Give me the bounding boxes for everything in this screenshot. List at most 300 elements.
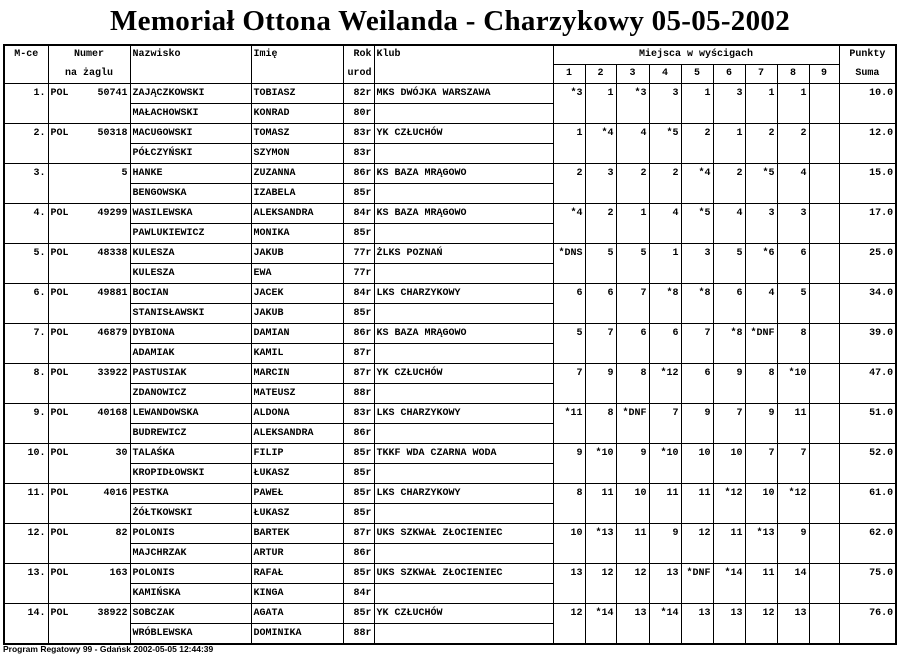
race-place-cell: *14 <box>713 564 745 584</box>
race-place-cell: 1 <box>649 244 681 264</box>
race-number: 8 <box>777 65 809 84</box>
club-cell: UKS SZKWAŁ ZŁOCIENIEC <box>374 524 553 544</box>
empty-cell <box>777 344 809 364</box>
crew-year-cell: 85r <box>343 464 374 484</box>
helm-name-cell: AGATA <box>251 604 343 624</box>
race-place-cell: 11 <box>681 484 713 504</box>
empty-cell <box>553 464 585 484</box>
empty-cell <box>4 384 48 404</box>
race-place-cell: 8 <box>585 404 616 424</box>
race-place-cell: *4 <box>553 204 585 224</box>
sail-number-cell: 40168 <box>82 404 130 424</box>
empty-cell <box>374 304 553 324</box>
points-cell: 15.0 <box>839 164 896 184</box>
table-row-crew <box>4 104 896 124</box>
race-place-cell: 7 <box>713 404 745 424</box>
sail-number-cell: 33922 <box>82 364 130 384</box>
empty-cell <box>649 504 681 524</box>
race-place-cell: *10 <box>585 444 616 464</box>
sail-number-cell: 82 <box>82 524 130 544</box>
race-place-cell: *14 <box>585 604 616 624</box>
empty-cell <box>681 104 713 124</box>
race-place-cell <box>809 404 839 424</box>
race-place-cell: 12 <box>553 604 585 624</box>
crew-year-cell: 86r <box>343 424 374 444</box>
race-place-cell: 1 <box>681 84 713 104</box>
empty-cell <box>777 184 809 204</box>
race-place-cell <box>809 124 839 144</box>
race-place-cell: 3 <box>585 164 616 184</box>
empty-cell <box>839 264 896 284</box>
club-cell: YK CZŁUCHÓW <box>374 604 553 624</box>
table-row-crew <box>4 464 896 484</box>
empty-cell <box>4 344 48 364</box>
empty-cell <box>681 424 713 444</box>
race-place-cell: 2 <box>777 124 809 144</box>
empty-cell <box>745 104 777 124</box>
race-place-cell: 13 <box>553 564 585 584</box>
points-cell: 62.0 <box>839 524 896 544</box>
helm-surname-cell: POLONIS <box>130 564 251 584</box>
race-place-cell: *4 <box>585 124 616 144</box>
empty-cell <box>585 264 616 284</box>
empty-cell <box>374 624 553 645</box>
race-place-cell: 7 <box>649 404 681 424</box>
crew-year-cell: 85r <box>343 224 374 244</box>
empty-cell <box>4 264 48 284</box>
helm-name-cell: MARCIN <box>251 364 343 384</box>
empty-cell <box>713 544 745 564</box>
race-place-cell: 4 <box>616 124 649 144</box>
table-row <box>4 84 896 104</box>
empty-cell <box>777 144 809 164</box>
empty-cell <box>649 304 681 324</box>
race-number: 2 <box>585 65 616 84</box>
race-place-cell: 8 <box>553 484 585 504</box>
sail-number-cell: 38922 <box>82 604 130 624</box>
empty-cell <box>809 624 839 645</box>
race-place-cell: 12 <box>745 604 777 624</box>
points-cell: 51.0 <box>839 404 896 424</box>
race-place-cell: 3 <box>649 84 681 104</box>
table-row <box>4 564 896 584</box>
table-row <box>4 404 896 424</box>
results-table <box>3 44 897 645</box>
empty-cell <box>553 424 585 444</box>
race-place-cell: 12 <box>585 564 616 584</box>
empty-cell <box>82 264 130 284</box>
empty-cell <box>745 184 777 204</box>
empty-cell <box>809 544 839 564</box>
empty-cell <box>82 424 130 444</box>
empty-cell <box>649 144 681 164</box>
crew-name-cell: JAKUB <box>251 304 343 324</box>
race-place-cell <box>809 484 839 504</box>
points-cell: 10.0 <box>839 84 896 104</box>
crew-name-cell: EWA <box>251 264 343 284</box>
helm-year-cell: 87r <box>343 524 374 544</box>
race-place-cell: 9 <box>745 404 777 424</box>
empty-cell <box>681 464 713 484</box>
race-place-cell: 11 <box>616 524 649 544</box>
empty-cell <box>713 184 745 204</box>
empty-cell <box>713 264 745 284</box>
sail-number-cell: 50741 <box>82 84 130 104</box>
empty-cell <box>777 264 809 284</box>
sail-number-cell: 49881 <box>82 284 130 304</box>
race-place-cell: 4 <box>745 284 777 304</box>
race-place-cell: 4 <box>777 164 809 184</box>
race-place-cell: 5 <box>713 244 745 264</box>
empty-cell <box>48 424 82 444</box>
empty-cell <box>553 104 585 124</box>
club-cell: TKKF WDA CZARNA WODA <box>374 444 553 464</box>
empty-cell <box>745 264 777 284</box>
empty-cell <box>82 624 130 645</box>
helm-year-cell: 87r <box>343 364 374 384</box>
empty-cell <box>649 544 681 564</box>
table-row-crew <box>4 264 896 284</box>
race-place-cell: 2 <box>681 124 713 144</box>
empty-cell <box>681 144 713 164</box>
crew-year-cell: 85r <box>343 504 374 524</box>
race-place-cell: 7 <box>777 444 809 464</box>
empty-cell <box>585 184 616 204</box>
race-place-cell: 1 <box>777 84 809 104</box>
race-place-cell <box>809 604 839 624</box>
empty-cell <box>713 464 745 484</box>
empty-cell <box>649 344 681 364</box>
helm-year-cell: 83r <box>343 124 374 144</box>
country-cell: POL <box>48 604 82 624</box>
race-place-cell: 7 <box>585 324 616 344</box>
empty-cell <box>585 344 616 364</box>
crew-year-cell: 84r <box>343 584 374 604</box>
country-cell: POL <box>48 284 82 304</box>
race-place-cell: *12 <box>713 484 745 504</box>
empty-cell <box>777 624 809 645</box>
empty-cell <box>553 144 585 164</box>
crew-name-cell: IZABELA <box>251 184 343 204</box>
empty-cell <box>745 224 777 244</box>
header-place: M-ce <box>14 49 39 61</box>
race-place-cell: 1 <box>585 84 616 104</box>
empty-cell <box>616 584 649 604</box>
points-cell: 39.0 <box>839 324 896 344</box>
empty-cell <box>553 184 585 204</box>
empty-cell <box>82 464 130 484</box>
place-cell: 6. <box>4 284 48 304</box>
crew-surname-cell: PÓŁCZYŃSKI <box>130 144 251 164</box>
crew-surname-cell: WRÓBLEWSKA <box>130 624 251 645</box>
empty-cell <box>82 224 130 244</box>
empty-cell <box>713 384 745 404</box>
header-year-2: urod <box>343 65 374 84</box>
race-place-cell: 9 <box>585 364 616 384</box>
helm-surname-cell: POLONIS <box>130 524 251 544</box>
race-place-cell: *DNF <box>745 324 777 344</box>
helm-year-cell: 82r <box>343 84 374 104</box>
table-row-crew <box>4 304 896 324</box>
race-place-cell: 8 <box>777 324 809 344</box>
empty-cell <box>681 304 713 324</box>
club-cell: YK CZŁUCHÓW <box>374 124 553 144</box>
table-row <box>4 164 896 184</box>
table-row <box>4 524 896 544</box>
race-place-cell <box>809 444 839 464</box>
race-place-cell: *10 <box>777 364 809 384</box>
race-place-cell: *8 <box>681 284 713 304</box>
empty-cell <box>713 144 745 164</box>
empty-cell <box>553 624 585 645</box>
club-cell: UKS SZKWAŁ ZŁOCIENIEC <box>374 564 553 584</box>
empty-cell <box>809 264 839 284</box>
empty-cell <box>585 144 616 164</box>
empty-cell <box>616 544 649 564</box>
empty-cell <box>616 424 649 444</box>
race-place-cell: 6 <box>777 244 809 264</box>
race-number: 5 <box>681 65 713 84</box>
country-cell: POL <box>48 404 82 424</box>
club-cell: LKS CHARZYKOWY <box>374 284 553 304</box>
empty-cell <box>745 504 777 524</box>
place-cell: 8. <box>4 364 48 384</box>
empty-cell <box>585 584 616 604</box>
race-place-cell: 4 <box>649 204 681 224</box>
empty-cell <box>713 504 745 524</box>
empty-cell <box>809 504 839 524</box>
empty-cell <box>809 344 839 364</box>
race-place-cell: 10 <box>616 484 649 504</box>
empty-cell <box>745 424 777 444</box>
helm-surname-cell: ZAJĄCZKOWSKI <box>130 84 251 104</box>
empty-cell <box>4 504 48 524</box>
empty-cell <box>48 344 82 364</box>
club-cell: YK CZŁUCHÓW <box>374 364 553 384</box>
race-place-cell: 1 <box>745 84 777 104</box>
page-title: Memoriał Ottona Weilanda - Charzykowy 05-05-2002 <box>109 5 790 37</box>
sail-number-cell: 49299 <box>82 204 130 224</box>
club-cell: KS BAZA MRĄGOWO <box>374 164 553 184</box>
place-cell: 5. <box>4 244 48 264</box>
header-name: Imię <box>251 45 343 65</box>
empty-cell <box>4 144 48 164</box>
empty-cell <box>4 224 48 244</box>
place-cell: 9. <box>4 404 48 424</box>
race-place-cell: 10 <box>745 484 777 504</box>
table-row-crew <box>4 384 896 404</box>
crew-year-cell: 85r <box>343 184 374 204</box>
empty-cell <box>374 584 553 604</box>
empty-cell <box>585 504 616 524</box>
race-place-cell <box>809 284 839 304</box>
club-cell: KS BAZA MRĄGOWO <box>374 324 553 344</box>
empty-cell <box>809 144 839 164</box>
empty-cell <box>48 184 82 204</box>
race-place-cell: *14 <box>649 604 681 624</box>
table-row-crew <box>4 184 896 204</box>
empty-cell <box>713 344 745 364</box>
empty-cell <box>713 624 745 645</box>
crew-surname-cell: ADAMIAK <box>130 344 251 364</box>
header-year: Rok <box>343 45 374 65</box>
sail-number-cell: 4016 <box>82 484 130 504</box>
empty-cell <box>48 624 82 645</box>
empty-cell <box>585 624 616 645</box>
race-place-cell: *DNF <box>616 404 649 424</box>
empty-cell <box>374 424 553 444</box>
helm-surname-cell: SOBCZAK <box>130 604 251 624</box>
race-place-cell <box>809 204 839 224</box>
race-place-cell: 13 <box>777 604 809 624</box>
race-place-cell: 11 <box>745 564 777 584</box>
table-row <box>4 324 896 344</box>
empty-cell <box>374 184 553 204</box>
empty-cell <box>585 424 616 444</box>
race-place-cell: *5 <box>681 204 713 224</box>
empty-cell <box>553 264 585 284</box>
empty-cell <box>48 384 82 404</box>
table-row-crew <box>4 224 896 244</box>
helm-surname-cell: HANKE <box>130 164 251 184</box>
race-place-cell: *3 <box>616 84 649 104</box>
table-row-crew <box>4 424 896 444</box>
helm-surname-cell: PASTUSIAK <box>130 364 251 384</box>
empty-cell <box>839 424 896 444</box>
crew-year-cell: 85r <box>343 304 374 324</box>
race-number: 1 <box>553 65 585 84</box>
table-row-crew <box>4 584 896 604</box>
empty-cell <box>616 624 649 645</box>
points-cell: 76.0 <box>839 604 896 624</box>
race-place-cell: 4 <box>713 204 745 224</box>
race-place-cell: *8 <box>649 284 681 304</box>
points-cell: 34.0 <box>839 284 896 304</box>
crew-name-cell: MONIKA <box>251 224 343 244</box>
race-place-cell: 14 <box>777 564 809 584</box>
race-place-cell: 10 <box>553 524 585 544</box>
race-place-cell: *8 <box>713 324 745 344</box>
helm-name-cell: PAWEŁ <box>251 484 343 504</box>
place-cell: 11. <box>4 484 48 504</box>
race-place-cell: 6 <box>585 284 616 304</box>
empty-cell <box>681 544 713 564</box>
empty-cell <box>649 584 681 604</box>
crew-name-cell: ŁUKASZ <box>251 464 343 484</box>
empty-cell <box>809 584 839 604</box>
race-place-cell <box>809 244 839 264</box>
place-cell: 4. <box>4 204 48 224</box>
empty-cell <box>48 144 82 164</box>
crew-surname-cell: KAMIŃSKA <box>130 584 251 604</box>
crew-year-cell: 88r <box>343 384 374 404</box>
empty-cell <box>616 464 649 484</box>
race-place-cell <box>809 564 839 584</box>
empty-cell <box>82 304 130 324</box>
empty-cell <box>745 584 777 604</box>
place-cell: 1. <box>4 84 48 104</box>
empty-cell <box>681 184 713 204</box>
race-place-cell: 6 <box>649 324 681 344</box>
empty-cell <box>4 184 48 204</box>
empty-cell <box>745 544 777 564</box>
club-cell: MKS DWÓJKA WARSZAWA <box>374 84 553 104</box>
race-place-cell: *12 <box>649 364 681 384</box>
race-place-cell: 1 <box>616 204 649 224</box>
points-cell: 17.0 <box>839 204 896 224</box>
empty-cell <box>839 544 896 564</box>
empty-cell <box>839 384 896 404</box>
race-place-cell: 11 <box>585 484 616 504</box>
crew-name-cell: KAMIL <box>251 344 343 364</box>
empty-cell <box>649 184 681 204</box>
race-place-cell: 9 <box>713 364 745 384</box>
race-place-cell: 8 <box>616 364 649 384</box>
table-row <box>4 444 896 464</box>
empty-cell <box>839 624 896 645</box>
helm-name-cell: JACEK <box>251 284 343 304</box>
race-place-cell: *12 <box>777 484 809 504</box>
race-place-cell: *DNF <box>681 564 713 584</box>
empty-cell <box>616 384 649 404</box>
country-cell: POL <box>48 484 82 504</box>
empty-cell <box>681 264 713 284</box>
sail-number-cell: 163 <box>82 564 130 584</box>
country-cell: POL <box>48 324 82 344</box>
sail-number-cell: 50318 <box>82 124 130 144</box>
results-body <box>4 84 896 645</box>
empty-cell <box>745 384 777 404</box>
empty-cell <box>839 344 896 364</box>
table-row-crew <box>4 504 896 524</box>
race-place-cell: 6 <box>713 284 745 304</box>
crew-name-cell: ARTUR <box>251 544 343 564</box>
table-row-crew <box>4 544 896 564</box>
race-place-cell: 13 <box>649 564 681 584</box>
helm-name-cell: DAMIAN <box>251 324 343 344</box>
race-place-cell <box>809 524 839 544</box>
empty-cell <box>553 504 585 524</box>
crew-surname-cell: KULESZA <box>130 264 251 284</box>
race-place-cell: 2 <box>649 164 681 184</box>
race-place-cell: *4 <box>681 164 713 184</box>
race-number: 3 <box>616 65 649 84</box>
empty-cell <box>48 104 82 124</box>
race-place-cell: 5 <box>553 324 585 344</box>
race-place-cell: 3 <box>745 204 777 224</box>
empty-cell <box>374 264 553 284</box>
race-place-cell: 3 <box>681 244 713 264</box>
empty-cell <box>681 624 713 645</box>
empty-cell <box>681 504 713 524</box>
sail-number-cell: 46879 <box>82 324 130 344</box>
empty-cell <box>809 424 839 444</box>
empty-cell <box>48 464 82 484</box>
header-sail-2: na żaglu <box>48 65 130 84</box>
race-place-cell: 3 <box>713 84 745 104</box>
country-cell: POL <box>48 244 82 264</box>
crew-surname-cell: PAWLUKIEWICZ <box>130 224 251 244</box>
empty-cell <box>616 104 649 124</box>
table-row <box>4 364 896 384</box>
header-surname: Nazwisko <box>130 45 251 65</box>
empty-cell <box>713 424 745 444</box>
race-place-cell <box>809 164 839 184</box>
race-number: 9 <box>809 65 839 84</box>
race-place-cell: 9 <box>616 444 649 464</box>
empty-cell <box>553 384 585 404</box>
header-club: Klub <box>374 45 553 65</box>
